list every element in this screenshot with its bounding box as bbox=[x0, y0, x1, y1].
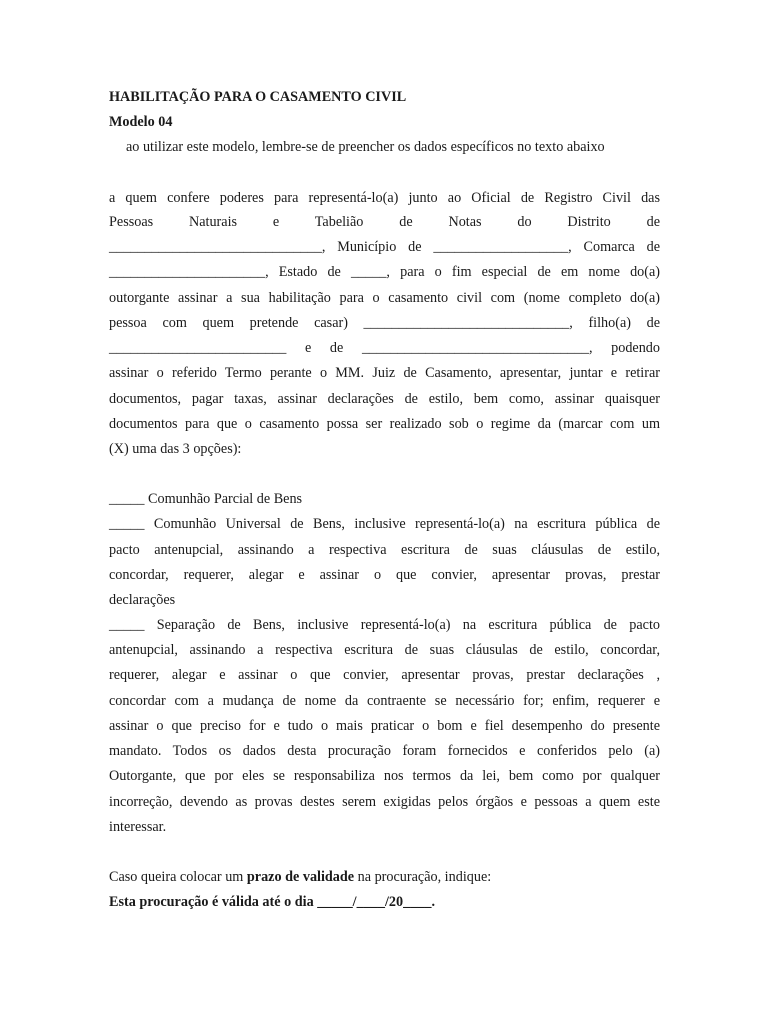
validity-note bbox=[109, 868, 660, 886]
paragraph-line: pessoa com quem pretende casar) _____________________________, filho(a) de bbox=[109, 315, 660, 331]
paragraph-line: documentos para que o casamento possa ser realizado sob o regime da (marcar com um bbox=[109, 416, 660, 432]
paragraph-line: _________________________ e de ________________________________, podendo bbox=[109, 340, 660, 356]
option-line: incorreção, devendo as provas destes serem exigidas pelos órgãos e pessoas a quem este bbox=[109, 794, 660, 810]
instruction-text: ao utilizar este modelo, lembre-se de preencher os dados específicos no texto abaixo bbox=[126, 139, 605, 155]
option-line: Outorgante, que por eles se responsabiliza nos termos da lei, bem como por qualquer bbox=[109, 768, 660, 784]
option-line: mandato. Todos os dados desta procuração foram fornecidos e conferidos pelo (a) bbox=[109, 743, 660, 759]
validity-suffix: na procuração, indique: bbox=[354, 869, 492, 885]
option-separacao: _____ Separação de Bens, inclusive representá-lo(a) na escritura pública de pacto bbox=[109, 617, 660, 633]
validity-bold: prazo de validade bbox=[246, 869, 355, 885]
option-line: concordar, requerer, alegar e assinar o que convier, apresentar provas, prestar bbox=[109, 567, 660, 583]
paragraph-line: outorgante assinar a sua habilitação para o casamento civil com (nome completo do(a) bbox=[109, 290, 660, 306]
paragraph-line: documentos, pagar taxas, assinar declarações de estilo, bem como, assinar quaisquer bbox=[109, 391, 660, 407]
validity-prefix: Caso queira colocar um bbox=[109, 869, 247, 885]
paragraph-line: a quem confere poderes para representá-lo(a) junto ao Oficial de Registro Civil das bbox=[109, 190, 660, 206]
option-line: concordar com a mudança de nome da contraente se necessário for; enfim, requerer e bbox=[109, 693, 660, 709]
model-label: Modelo 04 bbox=[109, 114, 173, 130]
option-line: interessar. bbox=[109, 819, 167, 835]
paragraph-line: (X) uma das 3 opções): bbox=[109, 441, 242, 457]
option-line: antenupcial, assinando a respectiva escritura de suas cláusulas de estilo, concordar, bbox=[109, 642, 660, 658]
paragraph-line: assinar o referido Termo perante o MM. Juiz de Casamento, apresentar, juntar e retirar bbox=[109, 365, 660, 381]
option-line: requerer, alegar e assinar o que convier, apresentar provas, prestar declarações , bbox=[109, 667, 660, 683]
option-comunhao-parcial: _____ Comunhão Parcial de Bens bbox=[109, 491, 303, 507]
option-line: assinar o que preciso for e tudo o mais praticar o bom e fiel desempenho do presente bbox=[109, 718, 660, 734]
paragraph-line: Pessoas Naturais e Tabelião de Notas do Distrito de bbox=[109, 214, 660, 230]
option-line: pacto antenupcial, assinando a respectiva escritura de suas cláusulas de estilo, bbox=[109, 542, 660, 558]
paragraph-line: ______________________________, Município de ___________________, Comarca de bbox=[109, 239, 660, 255]
option-comunhao-universal: _____ Comunhão Universal de Bens, inclusive representá-lo(a) na escritura pública de bbox=[109, 516, 660, 532]
validity-statement: Esta procuração é válida até o dia _____/____/20____. bbox=[109, 894, 436, 910]
document-title: HABILITAÇÃO PARA O CASAMENTO CIVIL bbox=[109, 89, 407, 105]
paragraph-line: ______________________, Estado de _____, para o fim especial de em nome do(a) bbox=[109, 264, 660, 280]
option-line: declarações bbox=[109, 592, 176, 608]
